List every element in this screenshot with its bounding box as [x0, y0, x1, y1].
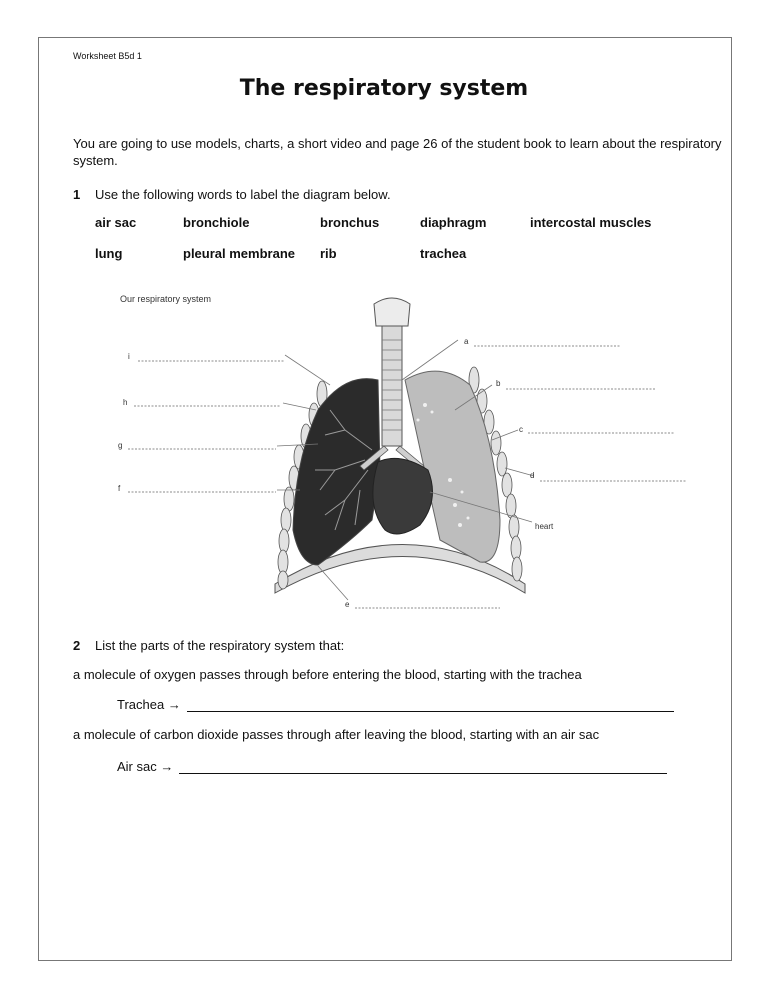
answer-2-line[interactable]	[179, 761, 667, 774]
label-a: a	[464, 337, 469, 346]
diagram-title: Our respiratory system	[120, 294, 212, 304]
page-title: The respiratory system	[239, 76, 529, 101]
question-1-text: Use the following words to label the diagram below.	[95, 187, 391, 202]
word-trachea: trachea	[420, 246, 467, 261]
question-2	[73, 638, 344, 653]
label-heart: heart	[535, 522, 554, 531]
word-lung: lung	[95, 246, 123, 261]
word-air-sac: air sac	[95, 215, 137, 230]
label-g: g	[118, 441, 123, 450]
word-diaphragm: diaphragm	[420, 215, 487, 230]
answer-1-row	[117, 697, 674, 712]
answer-2-row	[117, 759, 667, 774]
answer-1-prefix: Trachea →	[117, 697, 181, 712]
label-b: b	[496, 379, 501, 388]
word-pleural-membrane: pleural membrane	[183, 246, 295, 261]
larynx	[374, 298, 410, 326]
label-c: c	[519, 425, 523, 434]
label-e: e	[345, 600, 350, 609]
word-bronchiole: bronchiole	[183, 215, 250, 230]
intro-text: You are going to use models, charts, a short video and page 26 of the student book to learn about the respiratory system.	[73, 136, 722, 168]
word-bronchus: bronchus	[320, 215, 380, 230]
word-rib: rib	[320, 246, 337, 261]
label-h: h	[123, 398, 128, 407]
question-2-part-1: a molecule of oxygen passes through before entering the blood, starting with the trachea	[73, 667, 582, 682]
question-1-number: 1	[73, 187, 81, 202]
answer-2-prefix: Air sac →	[117, 759, 174, 774]
answer-1-line[interactable]	[187, 699, 674, 712]
trachea	[382, 326, 402, 446]
label-f: f	[118, 484, 121, 493]
word-intercostal-muscles: intercostal muscles	[530, 215, 652, 230]
question-2-part-2: a molecule of carbon dioxide passes through after leaving the blood, starting with an air sac	[73, 727, 600, 742]
label-d: d	[530, 471, 535, 480]
label-i: i	[128, 352, 130, 361]
question-2-text: List the parts of the respiratory system that:	[95, 638, 345, 653]
question-2-number: 2	[73, 638, 81, 653]
heart	[373, 458, 433, 534]
worksheet-ref: Worksheet B5d 1	[73, 51, 142, 61]
